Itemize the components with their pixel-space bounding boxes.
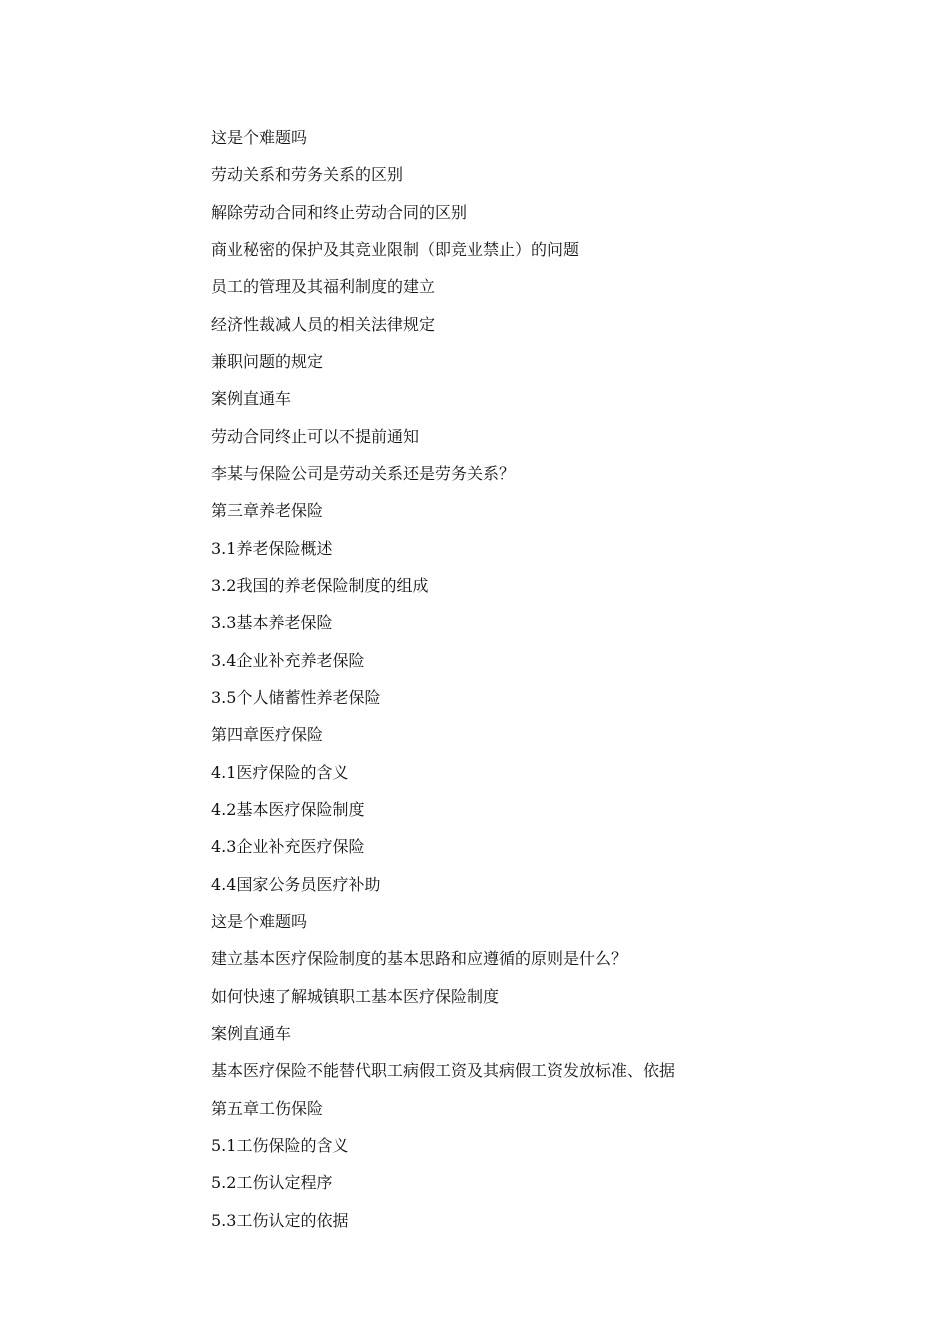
document-line: 3.1养老保险概述	[211, 538, 333, 558]
document-line: 建立基本医疗保险制度的基本思路和应遵循的原则是什么？	[211, 949, 628, 969]
document-line: 经济性裁减人员的相关法律规定	[211, 314, 436, 334]
document-line: 3.3基本养老保险	[211, 613, 333, 633]
document-line: 李某与保险公司是劳动关系还是劳务关系？	[211, 463, 516, 483]
document-line: 3.2我国的养老保险制度的组成	[211, 575, 429, 595]
document-line: 4.3企业补充医疗保险	[211, 837, 365, 857]
document-line: 5.2工伤认定程序	[211, 1173, 333, 1193]
document-line: 这是个难题吗	[211, 128, 308, 147]
document-line: 劳动合同终止可以不提前通知	[211, 426, 420, 446]
document-line: 基本医疗保险不能替代职工病假工资及其病假工资发放标准、依据	[211, 1061, 676, 1081]
document-line: 员工的管理及其福利制度的建立	[211, 277, 436, 297]
document-line: 兼职问题的规定	[211, 351, 324, 371]
document-line: 第三章养老保险	[211, 501, 324, 521]
document-line: 4.1医疗保险的含义	[211, 762, 349, 782]
document-line: 5.3工伤认定的依据	[211, 1210, 349, 1230]
document-line: 3.5个人储蓄性养老保险	[211, 687, 381, 707]
document-line: 案例直通车	[211, 389, 292, 409]
document-line: 商业秘密的保护及其竞业限制（即竞业禁止）的问题	[211, 239, 580, 259]
document-line: 4.4国家公务员医疗补助	[211, 874, 381, 894]
document-line: 劳动关系和劳务关系的区别	[211, 165, 404, 185]
document-line: 解除劳动合同和终止劳动合同的区别	[211, 202, 468, 222]
document-line: 案例直通车	[211, 1023, 292, 1043]
document-line: 如何快速了解城镇职工基本医疗保险制度	[211, 986, 500, 1006]
document-line: 这是个难题吗	[211, 911, 308, 931]
document-line: 3.4企业补充养老保险	[211, 650, 365, 670]
document-line: 第五章工伤保险	[211, 1098, 324, 1118]
document-line: 第四章医疗保险	[211, 725, 324, 745]
document-line: 5.1工伤保险的含义	[211, 1135, 349, 1155]
document-line: 4.2基本医疗保险制度	[211, 799, 365, 819]
table-of-contents	[211, 124, 675, 1244]
